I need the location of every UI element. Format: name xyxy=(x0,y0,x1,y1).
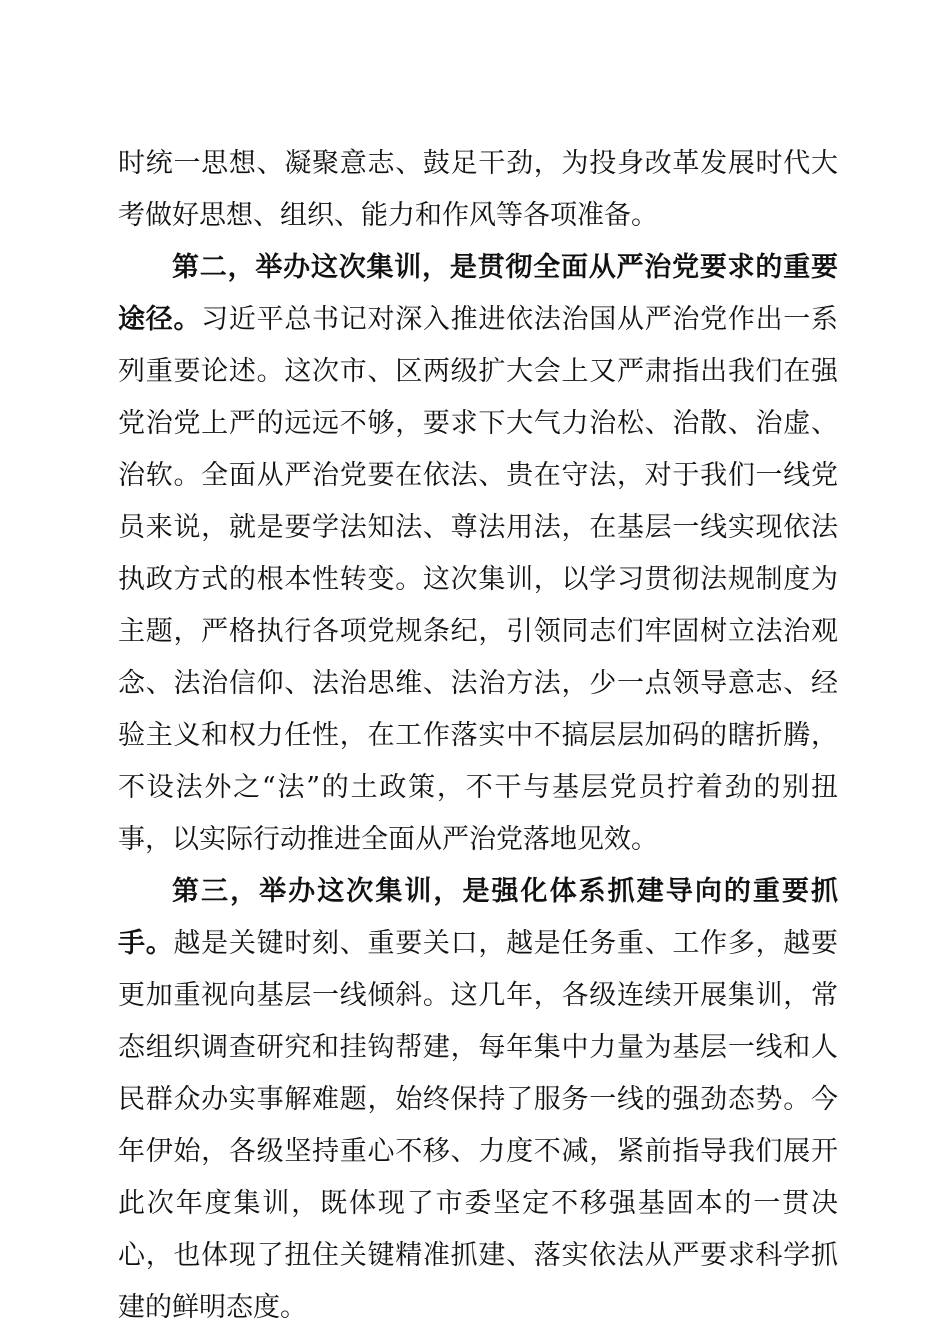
paragraph-text: 时统一思想、凝聚意志、鼓足干劲，为投身改革发展时代大考做好思想、组织、能力和作风等各项准备。 xyxy=(118,148,838,231)
paragraph-second-point xyxy=(118,242,838,866)
paragraph-continuation xyxy=(118,138,838,242)
paragraph-text: 习近平总书记对深入推进依法治国从严治党作出一系列重要论述。这次市、区两级扩大会上又严肃指出我们在强党治党上严的远远不够，要求下大气力治松、治散、治虚、治软。全面从严治党要在依法、贵在守法，对于我们一线党员来说，就是要学法知法、尊法用法，在基层一线实现依法执政方式的根本性转变。这次集训，以学习贯彻法规制度为主题，严格执行各项党规条纪，引领同志们牢固树立法治观念、法治信仰、法治思维、法治方法，少一点领导意志、经验主义和权力任性，在工作落实中不搞层层加码的瞎折腾，不设法外之“法”的土政策，不干与基层党员拧着劲的别扭事，以实际行动推进全面从严治党落地见效。 xyxy=(118,304,839,855)
paragraph-third-point xyxy=(118,866,838,1334)
document-body xyxy=(118,138,838,1334)
paragraph-lead-sentence: 第三，举办这次集训，是强化体系抓建导向的重要抓手。 xyxy=(118,876,838,959)
paragraph-lead-sentence: 第二，举办这次集训，是贯彻全面从严治党要求的重要途径。 xyxy=(118,252,838,335)
paragraph-text: 越是关键时刻、重要关口，越是任务重、工作多，越要更加重视向基层一线倾斜。这几年，各级连续开展集训，常态组织调查研究和挂钩帮建，每年集中力量为基层一线和人民群众办实事解难题，始终保持了服务一线的强劲态势。今年伊始，各级坚持重心不移、力度不减，紧前指导我们展开此次年度集训，既体现了市委坚定不移强基固本的一贯决心，也体现了扭住关键精准抓建、落实依法从严要求科学抓建的鲜明态度。 xyxy=(118,928,839,1323)
